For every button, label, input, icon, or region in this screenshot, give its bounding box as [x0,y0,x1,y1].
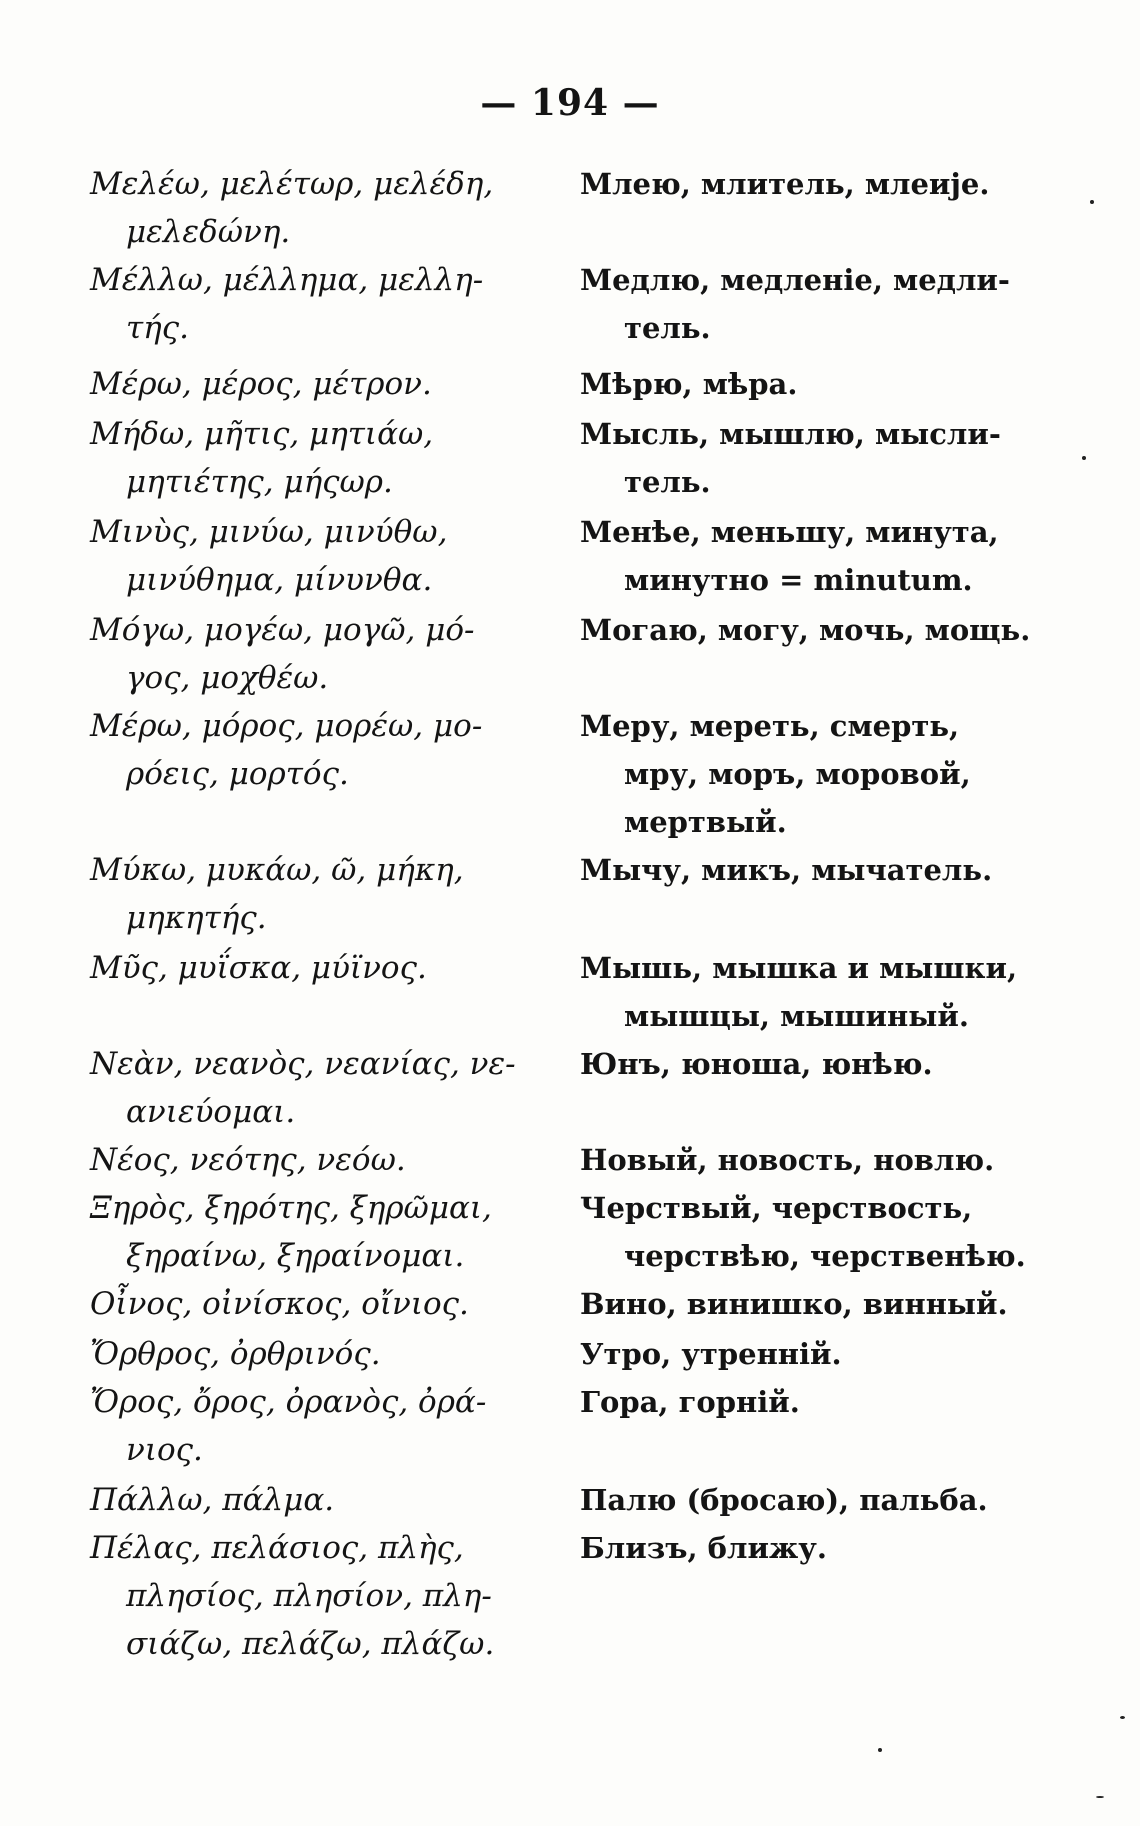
greek-column [90,1280,560,1328]
greek-line: Ὄρθρος, ὀρθρινός. [90,1336,381,1372]
greek-line: μηκητής. [126,900,267,936]
greek-line: μελεδώνη. [126,214,291,250]
greek-line: Μύκω, μυκάω, ῶ, μήκη, [90,852,464,888]
russian-line: Близъ, ближу. [580,1531,827,1565]
greek-line: Πέλας, πελάσιος, πλὴς, [90,1530,464,1566]
page-number: — 194 — [480,82,660,124]
greek-column [90,702,560,798]
russian-column [580,1136,1050,1184]
scan-speck [1120,1716,1125,1719]
greek-column [90,1330,560,1378]
greek-line: πλησίος, πλησίον, πλη- [126,1578,492,1614]
scan-speck [1090,200,1094,204]
russian-line: мышцы, мышиный. [624,999,969,1033]
russian-line: Мычу, микъ, мычатель. [580,853,993,887]
greek-line: Μέρω, μέρος, μέτρον. [90,366,432,402]
greek-column [90,160,560,256]
russian-line: черствѣю, черственѣю. [624,1239,1026,1273]
greek-line: μητιέτης, μήςωρ. [126,464,393,500]
greek-line: ξηραίνω, ξηραίνομαι. [126,1238,465,1274]
greek-column [90,1040,560,1136]
greek-column [90,1378,560,1474]
russian-line: Менѣе, меньшу, минута, [580,515,999,549]
russian-line: Новый, новость, новлю. [580,1143,995,1177]
greek-line: Μέρω, μόρος, μορέω, μο- [90,708,483,744]
greek-column [90,410,560,506]
scan-speck [1082,456,1086,460]
greek-line: ρόεις, μορτός. [126,756,349,792]
russian-line: Юнъ, юноша, юнѣю. [580,1047,933,1081]
greek-line: ανιεύομαι. [126,1094,296,1130]
greek-line: Ὄρος, ὄρος, ὀρανὸς, ὀρά- [90,1384,487,1420]
greek-line: Μήδω, μῆτις, μητιάω, [90,416,434,452]
greek-line: Μινὺς, μινύω, μινύθω, [90,514,448,550]
greek-line: Μέλλω, μέλλημα, μελλη- [90,262,484,298]
russian-column [580,508,1050,604]
russian-line: тель. [624,311,711,345]
greek-line: Ξηρὸς, ξηρότης, ξηρῶμαι, [90,1190,492,1226]
greek-column [90,360,560,408]
russian-column [580,256,1050,352]
russian-line: минутно = minutum. [624,563,973,597]
greek-line: μινύθημα, μίνυνθα. [126,562,433,598]
russian-line: Медлю, медленіе, медли- [580,263,1010,297]
russian-line: Утро, утренній. [580,1337,842,1371]
russian-line: Могаю, могу, мочь, мощь. [580,613,1031,647]
russian-column [580,1330,1050,1378]
greek-column [90,1184,560,1280]
russian-line: Мышь, мышка и мышки, [580,951,1018,985]
greek-column [90,846,560,942]
russian-line: Мѣрю, мѣра. [580,367,798,401]
russian-line: тель. [624,465,711,499]
russian-line: мру, моръ, моровой, [624,757,971,791]
russian-column [580,360,1050,408]
greek-line: Νέος, νεότης, νεόω. [90,1142,406,1178]
greek-column [90,1136,560,1184]
greek-line: Νεὰν, νεανὸς, νεανίας, νε- [90,1046,516,1082]
greek-column [90,944,560,992]
russian-line: Мысль, мышлю, мысли- [580,417,1001,451]
greek-line: Μῦς, μυΐσκα, μύϊνος. [90,950,427,986]
greek-column [90,606,560,702]
russian-column [580,944,1050,1040]
greek-line: Μελέω, μελέτωρ, μελέδη, [90,166,494,202]
greek-column [90,1524,560,1668]
scan-speck [878,1748,882,1752]
russian-column [580,1378,1050,1426]
russian-line: Млею, млитель, млеије. [580,167,990,201]
greek-column [90,256,560,352]
russian-line: Палю (бросаю), пальба. [580,1483,988,1517]
greek-line: νιος. [126,1432,203,1468]
russian-column [580,846,1050,894]
russian-line: мертвый. [624,805,787,839]
russian-column [580,1184,1050,1280]
russian-column [580,702,1050,846]
greek-line: Μόγω, μογέω, μογῶ, μό- [90,612,475,648]
greek-column [90,508,560,604]
russian-line: Вино, винишко, винный. [580,1287,1008,1321]
greek-line: τής. [126,310,189,346]
greek-line: σιάζω, πελάζω, πλάζω. [126,1626,495,1662]
russian-line: Меру, мереть, смерть, [580,709,960,743]
greek-line: γος, μοχθέω. [126,660,329,696]
russian-column [580,606,1050,654]
russian-line: Черствый, черствость, [580,1191,973,1225]
greek-line: Οἶνος, οἰνίσκος, οἴνιος. [90,1286,469,1322]
russian-column [580,160,1050,208]
greek-column [90,1476,560,1524]
greek-line: Πάλλω, πάλμα. [90,1482,335,1518]
russian-column [580,1280,1050,1328]
scan-speck [1096,1796,1104,1798]
russian-line: Гора, горній. [580,1385,800,1419]
russian-column [580,410,1050,506]
russian-column [580,1040,1050,1088]
russian-column [580,1476,1050,1524]
russian-column [580,1524,1050,1572]
